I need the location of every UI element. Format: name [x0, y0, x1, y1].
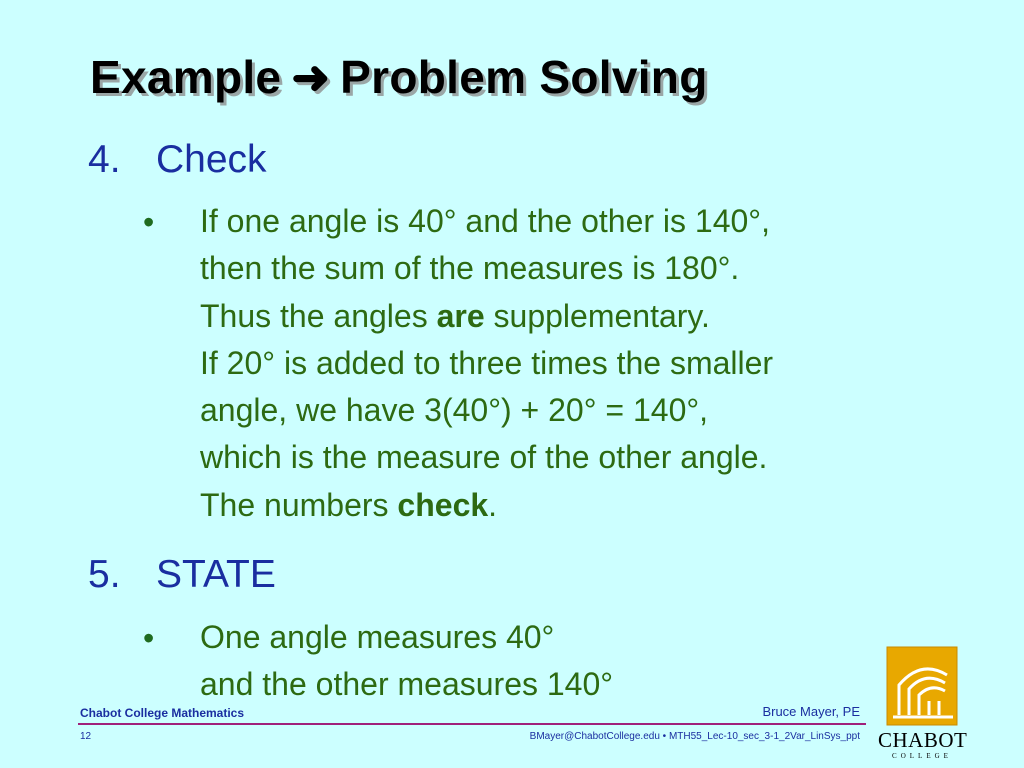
footer-divider: [78, 723, 866, 725]
step-label: STATE: [156, 553, 276, 596]
title-part2: Problem Solving: [340, 51, 708, 103]
step-number: 5.: [88, 553, 121, 596]
text-line: which is the measure of the other angle.: [200, 439, 768, 476]
right-arrow-icon: ➜: [291, 51, 331, 103]
text-line: If one angle is 40° and the other is 140°,: [200, 203, 770, 239]
page-number: 12: [80, 731, 92, 742]
text-line: angle, we have 3(40°) + 20° = 140°,: [200, 392, 709, 429]
title-part1: Example: [90, 51, 282, 103]
step-state-heading: [88, 553, 276, 597]
step-number: 4.: [88, 138, 121, 181]
step-check-heading: [88, 138, 267, 182]
state-text-block: [200, 614, 613, 709]
emphasis-are: are: [436, 297, 485, 334]
logo-wordmark: CHABOT: [878, 728, 968, 752]
text-line: The numbers check.: [200, 486, 498, 523]
text-line: and the other measures 140°: [200, 666, 614, 703]
text-line: If 20° is added to three times the smaller: [200, 344, 774, 381]
footer-course: Chabot College Mathematics: [80, 706, 245, 720]
emphasis-check: check: [397, 486, 489, 523]
text-line: One angle measures 40°: [200, 619, 555, 655]
text-line: Thus the angles are supplementary.: [200, 297, 710, 334]
slide-title: [90, 50, 708, 104]
footer-author: Bruce Mayer, PE: [762, 704, 860, 719]
bullet-icon: •: [143, 620, 155, 656]
logo-subtitle: COLLEGE: [892, 752, 952, 760]
footer-email: BMayer@ChabotCollege.edu • MTH55_Lec-10_sec_3-1_2Var_LinSys_ppt: [529, 731, 860, 742]
bullet-icon: •: [143, 204, 155, 240]
text-line: then the sum of the measures is 180°.: [200, 250, 740, 287]
step-label: Check: [156, 138, 267, 181]
check-text-block: [200, 198, 773, 529]
